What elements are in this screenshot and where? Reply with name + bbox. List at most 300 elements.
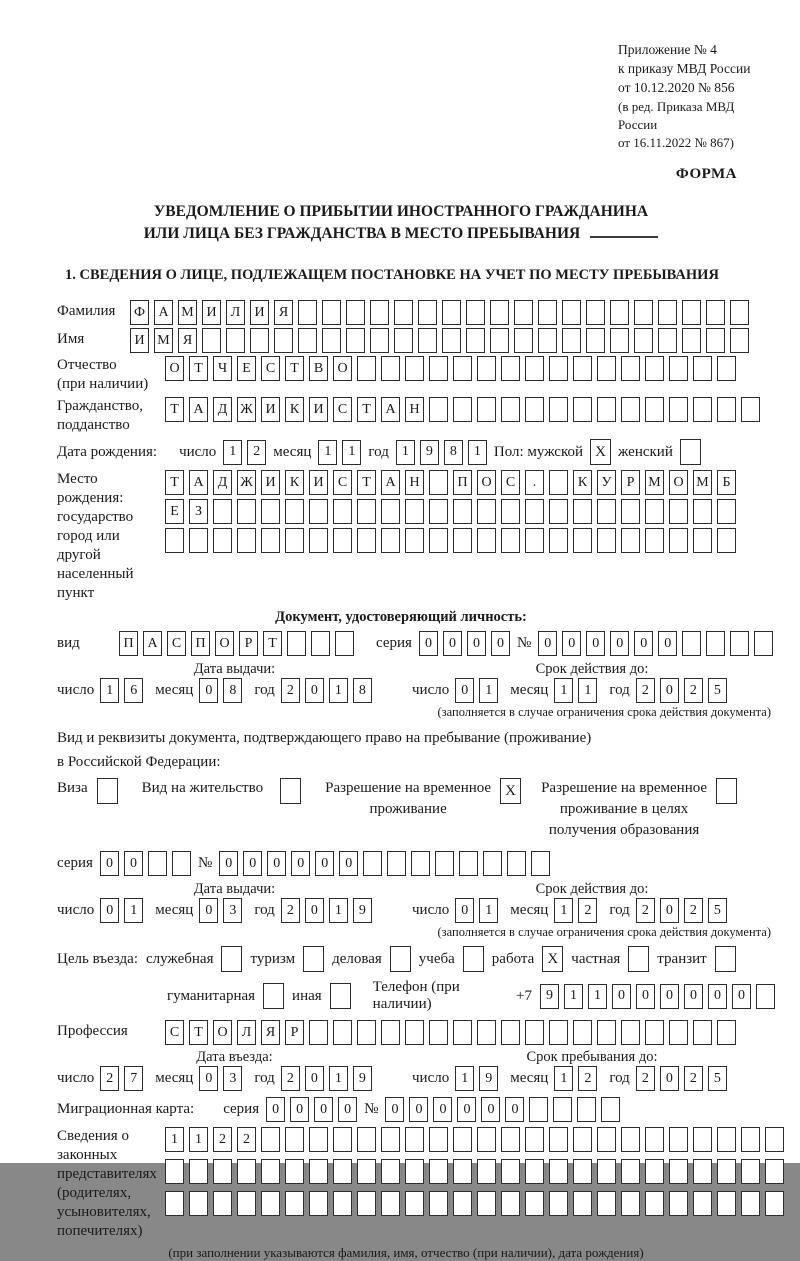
char-cell[interactable]: Р	[285, 1020, 304, 1045]
char-cell[interactable]	[501, 528, 520, 553]
char-cell[interactable]: 0	[732, 984, 751, 1009]
char-cell[interactable]	[693, 356, 712, 381]
char-cell[interactable]	[333, 528, 352, 553]
char-cell[interactable]	[387, 851, 406, 876]
char-cell[interactable]: Я	[261, 1020, 280, 1045]
char-cell[interactable]	[429, 1127, 448, 1152]
char-cell[interactable]: Т	[357, 397, 376, 422]
char-cell[interactable]: 1	[100, 678, 119, 703]
char-cell[interactable]: Е	[165, 499, 184, 524]
char-cell[interactable]: 0	[199, 678, 218, 703]
char-cell[interactable]	[477, 1127, 496, 1152]
char-cell[interactable]: О	[333, 356, 352, 381]
char-cell[interactable]	[453, 1020, 472, 1045]
char-cell[interactable]	[621, 356, 640, 381]
char-cell[interactable]	[682, 328, 701, 353]
char-cell[interactable]	[562, 328, 581, 353]
char-cell[interactable]	[514, 300, 533, 325]
char-cell[interactable]: 2	[281, 1066, 300, 1091]
char-cell[interactable]	[501, 356, 520, 381]
char-cell[interactable]	[189, 528, 208, 553]
char-cell[interactable]	[693, 1127, 712, 1152]
char-cell[interactable]: 0	[199, 1066, 218, 1091]
char-cell[interactable]: 0	[305, 898, 324, 923]
char-cell[interactable]: 0	[290, 1097, 309, 1122]
char-cell[interactable]	[335, 631, 354, 656]
char-cell[interactable]	[501, 1191, 520, 1216]
char-cell[interactable]	[394, 328, 413, 353]
char-cell[interactable]	[621, 528, 640, 553]
char-cell[interactable]	[669, 397, 688, 422]
char-cell[interactable]	[357, 499, 376, 524]
char-cell[interactable]: М	[693, 470, 712, 495]
purpose-study-checkbox[interactable]	[463, 946, 484, 972]
char-cell[interactable]: Т	[189, 1020, 208, 1045]
char-cell[interactable]: Я	[274, 300, 293, 325]
char-cell[interactable]	[645, 1127, 664, 1152]
char-cell[interactable]: 0	[538, 631, 557, 656]
char-cell[interactable]: О	[669, 470, 688, 495]
char-cell[interactable]: П	[453, 470, 472, 495]
char-cell[interactable]	[261, 1191, 280, 1216]
char-cell[interactable]	[477, 397, 496, 422]
char-cell[interactable]	[669, 528, 688, 553]
char-cell[interactable]: 2	[281, 678, 300, 703]
char-cell[interactable]	[429, 499, 448, 524]
char-cell[interactable]: 1	[479, 678, 498, 703]
char-cell[interactable]	[669, 356, 688, 381]
char-cell[interactable]	[309, 1159, 328, 1184]
char-cell[interactable]	[429, 1020, 448, 1045]
char-cell[interactable]	[189, 1191, 208, 1216]
char-cell[interactable]	[477, 1191, 496, 1216]
char-cell[interactable]	[466, 300, 485, 325]
char-cell[interactable]: И	[202, 300, 221, 325]
char-cell[interactable]: Р	[239, 631, 258, 656]
char-cell[interactable]	[213, 1191, 232, 1216]
char-cell[interactable]	[501, 499, 520, 524]
char-cell[interactable]	[586, 328, 605, 353]
purpose-transit-checkbox[interactable]	[715, 946, 736, 972]
char-cell[interactable]	[405, 1159, 424, 1184]
char-cell[interactable]	[453, 528, 472, 553]
char-cell[interactable]	[226, 328, 245, 353]
char-cell[interactable]	[477, 1020, 496, 1045]
char-cell[interactable]: 5	[708, 898, 727, 923]
char-cell[interactable]	[706, 328, 725, 353]
char-cell[interactable]	[549, 1127, 568, 1152]
char-cell[interactable]	[322, 300, 341, 325]
char-cell[interactable]: И	[309, 470, 328, 495]
char-cell[interactable]: 3	[223, 898, 242, 923]
char-cell[interactable]	[525, 499, 544, 524]
char-cell[interactable]: Ж	[237, 397, 256, 422]
char-cell[interactable]	[741, 397, 760, 422]
char-cell[interactable]	[669, 1159, 688, 1184]
char-cell[interactable]	[706, 631, 725, 656]
char-cell[interactable]	[213, 528, 232, 553]
char-cell[interactable]	[261, 499, 280, 524]
char-cell[interactable]	[549, 470, 568, 495]
char-cell[interactable]	[634, 328, 653, 353]
char-cell[interactable]	[237, 528, 256, 553]
char-cell[interactable]: 0	[305, 1066, 324, 1091]
char-cell[interactable]	[621, 1159, 640, 1184]
char-cell[interactable]	[309, 1127, 328, 1152]
char-cell[interactable]	[381, 1127, 400, 1152]
char-cell[interactable]: М	[645, 470, 664, 495]
char-cell[interactable]: 5	[708, 1066, 727, 1091]
char-cell[interactable]	[621, 1127, 640, 1152]
char-cell[interactable]: С	[333, 470, 352, 495]
char-cell[interactable]	[525, 356, 544, 381]
char-cell[interactable]	[693, 528, 712, 553]
char-cell[interactable]: 1	[479, 898, 498, 923]
char-cell[interactable]: 5	[708, 678, 727, 703]
char-cell[interactable]: К	[285, 397, 304, 422]
char-cell[interactable]: 1	[554, 898, 573, 923]
char-cell[interactable]: П	[191, 631, 210, 656]
char-cell[interactable]: Р	[621, 470, 640, 495]
char-cell[interactable]: 1	[223, 440, 242, 465]
char-cell[interactable]	[490, 300, 509, 325]
char-cell[interactable]: З	[189, 499, 208, 524]
char-cell[interactable]	[645, 397, 664, 422]
char-cell[interactable]	[453, 397, 472, 422]
char-cell[interactable]	[621, 1191, 640, 1216]
char-cell[interactable]	[298, 328, 317, 353]
char-cell[interactable]: 0	[338, 1097, 357, 1122]
char-cell[interactable]	[442, 328, 461, 353]
char-cell[interactable]	[553, 1097, 572, 1122]
char-cell[interactable]	[309, 1191, 328, 1216]
char-cell[interactable]	[357, 1159, 376, 1184]
char-cell[interactable]: 7	[124, 1066, 143, 1091]
char-cell[interactable]	[405, 1020, 424, 1045]
char-cell[interactable]	[531, 851, 550, 876]
char-cell[interactable]	[730, 328, 749, 353]
char-cell[interactable]: А	[143, 631, 162, 656]
char-cell[interactable]	[357, 1020, 376, 1045]
char-cell[interactable]: 8	[223, 678, 242, 703]
char-cell[interactable]	[669, 1127, 688, 1152]
char-cell[interactable]: Л	[226, 300, 245, 325]
char-cell[interactable]: 0	[199, 898, 218, 923]
char-cell[interactable]: П	[119, 631, 138, 656]
char-cell[interactable]: Н	[405, 470, 424, 495]
char-cell[interactable]	[693, 1191, 712, 1216]
char-cell[interactable]	[333, 499, 352, 524]
char-cell[interactable]	[429, 1159, 448, 1184]
char-cell[interactable]	[549, 1159, 568, 1184]
char-cell[interactable]: 1	[329, 1066, 348, 1091]
char-cell[interactable]: 0	[266, 1097, 285, 1122]
char-cell[interactable]: 1	[318, 440, 337, 465]
char-cell[interactable]: .	[525, 470, 544, 495]
char-cell[interactable]	[309, 499, 328, 524]
char-cell[interactable]: 2	[578, 1066, 597, 1091]
char-cell[interactable]	[597, 499, 616, 524]
char-cell[interactable]	[411, 851, 430, 876]
char-cell[interactable]	[394, 300, 413, 325]
char-cell[interactable]	[621, 397, 640, 422]
char-cell[interactable]	[357, 1127, 376, 1152]
char-cell[interactable]: 0	[610, 631, 629, 656]
char-cell[interactable]	[597, 1127, 616, 1152]
char-cell[interactable]	[285, 1127, 304, 1152]
char-cell[interactable]	[717, 397, 736, 422]
char-cell[interactable]	[597, 356, 616, 381]
char-cell[interactable]: 0	[636, 984, 655, 1009]
char-cell[interactable]: 3	[223, 1066, 242, 1091]
char-cell[interactable]: Я	[178, 328, 197, 353]
char-cell[interactable]	[501, 1159, 520, 1184]
char-cell[interactable]	[453, 1191, 472, 1216]
char-cell[interactable]	[765, 1159, 784, 1184]
char-cell[interactable]	[756, 984, 775, 1009]
char-cell[interactable]	[346, 300, 365, 325]
char-cell[interactable]	[429, 470, 448, 495]
char-cell[interactable]: 2	[281, 898, 300, 923]
char-cell[interactable]	[507, 851, 526, 876]
char-cell[interactable]	[311, 631, 330, 656]
char-cell[interactable]: С	[165, 1020, 184, 1045]
char-cell[interactable]: Ж	[237, 470, 256, 495]
char-cell[interactable]	[477, 1159, 496, 1184]
char-cell[interactable]	[285, 499, 304, 524]
char-cell[interactable]	[285, 1191, 304, 1216]
char-cell[interactable]	[706, 300, 725, 325]
char-cell[interactable]: 2	[636, 1066, 655, 1091]
char-cell[interactable]: 0	[419, 631, 438, 656]
char-cell[interactable]: Е	[237, 356, 256, 381]
char-cell[interactable]: 0	[305, 678, 324, 703]
char-cell[interactable]	[765, 1127, 784, 1152]
char-cell[interactable]: Т	[165, 397, 184, 422]
char-cell[interactable]: А	[381, 470, 400, 495]
char-cell[interactable]	[405, 1191, 424, 1216]
char-cell[interactable]	[549, 499, 568, 524]
char-cell[interactable]	[610, 300, 629, 325]
char-cell[interactable]: У	[597, 470, 616, 495]
char-cell[interactable]	[717, 1159, 736, 1184]
char-cell[interactable]	[357, 356, 376, 381]
char-cell[interactable]	[418, 328, 437, 353]
char-cell[interactable]: 0	[100, 851, 119, 876]
char-cell[interactable]	[621, 499, 640, 524]
purpose-commercial-checkbox[interactable]	[390, 946, 411, 972]
char-cell[interactable]: Д	[213, 470, 232, 495]
char-cell[interactable]	[435, 851, 454, 876]
char-cell[interactable]: 1	[554, 1066, 573, 1091]
char-cell[interactable]	[573, 356, 592, 381]
char-cell[interactable]: 1	[564, 984, 583, 1009]
char-cell[interactable]	[333, 1127, 352, 1152]
char-cell[interactable]	[453, 356, 472, 381]
char-cell[interactable]: 1	[189, 1127, 208, 1152]
char-cell[interactable]: И	[130, 328, 149, 353]
char-cell[interactable]	[573, 1127, 592, 1152]
char-cell[interactable]	[621, 1020, 640, 1045]
char-cell[interactable]	[730, 631, 749, 656]
char-cell[interactable]	[477, 528, 496, 553]
purpose-work-checkbox[interactable]: X	[542, 946, 563, 972]
char-cell[interactable]	[189, 1159, 208, 1184]
char-cell[interactable]: К	[285, 470, 304, 495]
char-cell[interactable]: 0	[481, 1097, 500, 1122]
char-cell[interactable]: Д	[213, 397, 232, 422]
char-cell[interactable]	[346, 328, 365, 353]
char-cell[interactable]: 0	[612, 984, 631, 1009]
char-cell[interactable]	[573, 499, 592, 524]
char-cell[interactable]: О	[213, 1020, 232, 1045]
char-cell[interactable]	[459, 851, 478, 876]
char-cell[interactable]	[597, 528, 616, 553]
char-cell[interactable]	[717, 499, 736, 524]
char-cell[interactable]: В	[309, 356, 328, 381]
char-cell[interactable]	[333, 1159, 352, 1184]
char-cell[interactable]: О	[215, 631, 234, 656]
char-cell[interactable]	[381, 499, 400, 524]
char-cell[interactable]: 0	[491, 631, 510, 656]
char-cell[interactable]	[529, 1097, 548, 1122]
char-cell[interactable]: 0	[660, 678, 679, 703]
char-cell[interactable]: 8	[444, 440, 463, 465]
char-cell[interactable]: 0	[457, 1097, 476, 1122]
char-cell[interactable]	[429, 356, 448, 381]
char-cell[interactable]	[717, 1191, 736, 1216]
char-cell[interactable]: 2	[237, 1127, 256, 1152]
char-cell[interactable]: М	[154, 328, 173, 353]
char-cell[interactable]	[405, 499, 424, 524]
char-cell[interactable]	[573, 397, 592, 422]
char-cell[interactable]	[693, 1020, 712, 1045]
char-cell[interactable]	[442, 300, 461, 325]
char-cell[interactable]	[597, 397, 616, 422]
char-cell[interactable]	[405, 356, 424, 381]
char-cell[interactable]: 0	[243, 851, 262, 876]
char-cell[interactable]	[165, 1159, 184, 1184]
temp-residence-checkbox[interactable]: X	[500, 778, 521, 804]
char-cell[interactable]	[148, 851, 167, 876]
char-cell[interactable]	[573, 1020, 592, 1045]
char-cell[interactable]	[549, 528, 568, 553]
char-cell[interactable]	[538, 300, 557, 325]
char-cell[interactable]: Б	[717, 470, 736, 495]
char-cell[interactable]: С	[333, 397, 352, 422]
char-cell[interactable]: Т	[357, 470, 376, 495]
char-cell[interactable]: И	[309, 397, 328, 422]
char-cell[interactable]	[237, 1159, 256, 1184]
char-cell[interactable]	[405, 1127, 424, 1152]
char-cell[interactable]	[525, 1020, 544, 1045]
char-cell[interactable]	[370, 328, 389, 353]
char-cell[interactable]: 0	[455, 678, 474, 703]
char-cell[interactable]: С	[167, 631, 186, 656]
char-cell[interactable]	[466, 328, 485, 353]
char-cell[interactable]: 0	[467, 631, 486, 656]
char-cell[interactable]: А	[189, 470, 208, 495]
char-cell[interactable]: И	[261, 397, 280, 422]
purpose-tourism-checkbox[interactable]	[303, 946, 324, 972]
char-cell[interactable]	[453, 499, 472, 524]
char-cell[interactable]	[741, 1159, 760, 1184]
char-cell[interactable]	[682, 300, 701, 325]
char-cell[interactable]: 1	[124, 898, 143, 923]
char-cell[interactable]: 2	[213, 1127, 232, 1152]
char-cell[interactable]: 0	[433, 1097, 452, 1122]
char-cell[interactable]: И	[261, 470, 280, 495]
char-cell[interactable]	[261, 1159, 280, 1184]
char-cell[interactable]: 0	[658, 631, 677, 656]
char-cell[interactable]	[645, 1020, 664, 1045]
char-cell[interactable]: 0	[562, 631, 581, 656]
char-cell[interactable]: Н	[405, 397, 424, 422]
char-cell[interactable]: Т	[285, 356, 304, 381]
char-cell[interactable]: 0	[455, 898, 474, 923]
gender-male-checkbox[interactable]: X	[590, 439, 611, 465]
char-cell[interactable]	[577, 1097, 596, 1122]
char-cell[interactable]	[525, 1127, 544, 1152]
char-cell[interactable]: Л	[237, 1020, 256, 1045]
char-cell[interactable]	[693, 1159, 712, 1184]
char-cell[interactable]: 0	[660, 1066, 679, 1091]
char-cell[interactable]	[645, 499, 664, 524]
char-cell[interactable]	[717, 528, 736, 553]
char-cell[interactable]: 9	[420, 440, 439, 465]
char-cell[interactable]: 0	[505, 1097, 524, 1122]
char-cell[interactable]	[741, 1127, 760, 1152]
char-cell[interactable]: А	[381, 397, 400, 422]
char-cell[interactable]	[477, 499, 496, 524]
char-cell[interactable]: 1	[578, 678, 597, 703]
char-cell[interactable]: Т	[189, 356, 208, 381]
char-cell[interactable]	[172, 851, 191, 876]
char-cell[interactable]: А	[154, 300, 173, 325]
char-cell[interactable]	[501, 397, 520, 422]
purpose-humanitarian-checkbox[interactable]	[263, 983, 284, 1009]
char-cell[interactable]	[525, 1191, 544, 1216]
purpose-private-checkbox[interactable]	[628, 946, 649, 972]
char-cell[interactable]	[381, 1191, 400, 1216]
char-cell[interactable]	[357, 528, 376, 553]
char-cell[interactable]: 0	[267, 851, 286, 876]
char-cell[interactable]: С	[501, 470, 520, 495]
char-cell[interactable]	[429, 1191, 448, 1216]
gender-female-checkbox[interactable]	[680, 439, 701, 465]
char-cell[interactable]: 0	[100, 898, 119, 923]
char-cell[interactable]	[634, 300, 653, 325]
char-cell[interactable]	[381, 1020, 400, 1045]
edu-residence-checkbox[interactable]	[716, 778, 737, 804]
purpose-business-checkbox[interactable]	[221, 946, 242, 972]
char-cell[interactable]	[601, 1097, 620, 1122]
char-cell[interactable]: 0	[684, 984, 703, 1009]
char-cell[interactable]	[322, 328, 341, 353]
char-cell[interactable]: 0	[124, 851, 143, 876]
char-cell[interactable]	[693, 499, 712, 524]
char-cell[interactable]	[597, 1191, 616, 1216]
char-cell[interactable]: 1	[554, 678, 573, 703]
char-cell[interactable]: 0	[314, 1097, 333, 1122]
char-cell[interactable]: 1	[588, 984, 607, 1009]
char-cell[interactable]: Ф	[130, 300, 149, 325]
char-cell[interactable]: 1	[455, 1066, 474, 1091]
char-cell[interactable]	[213, 1159, 232, 1184]
char-cell[interactable]	[370, 300, 389, 325]
char-cell[interactable]	[357, 1191, 376, 1216]
char-cell[interactable]: 1	[329, 678, 348, 703]
